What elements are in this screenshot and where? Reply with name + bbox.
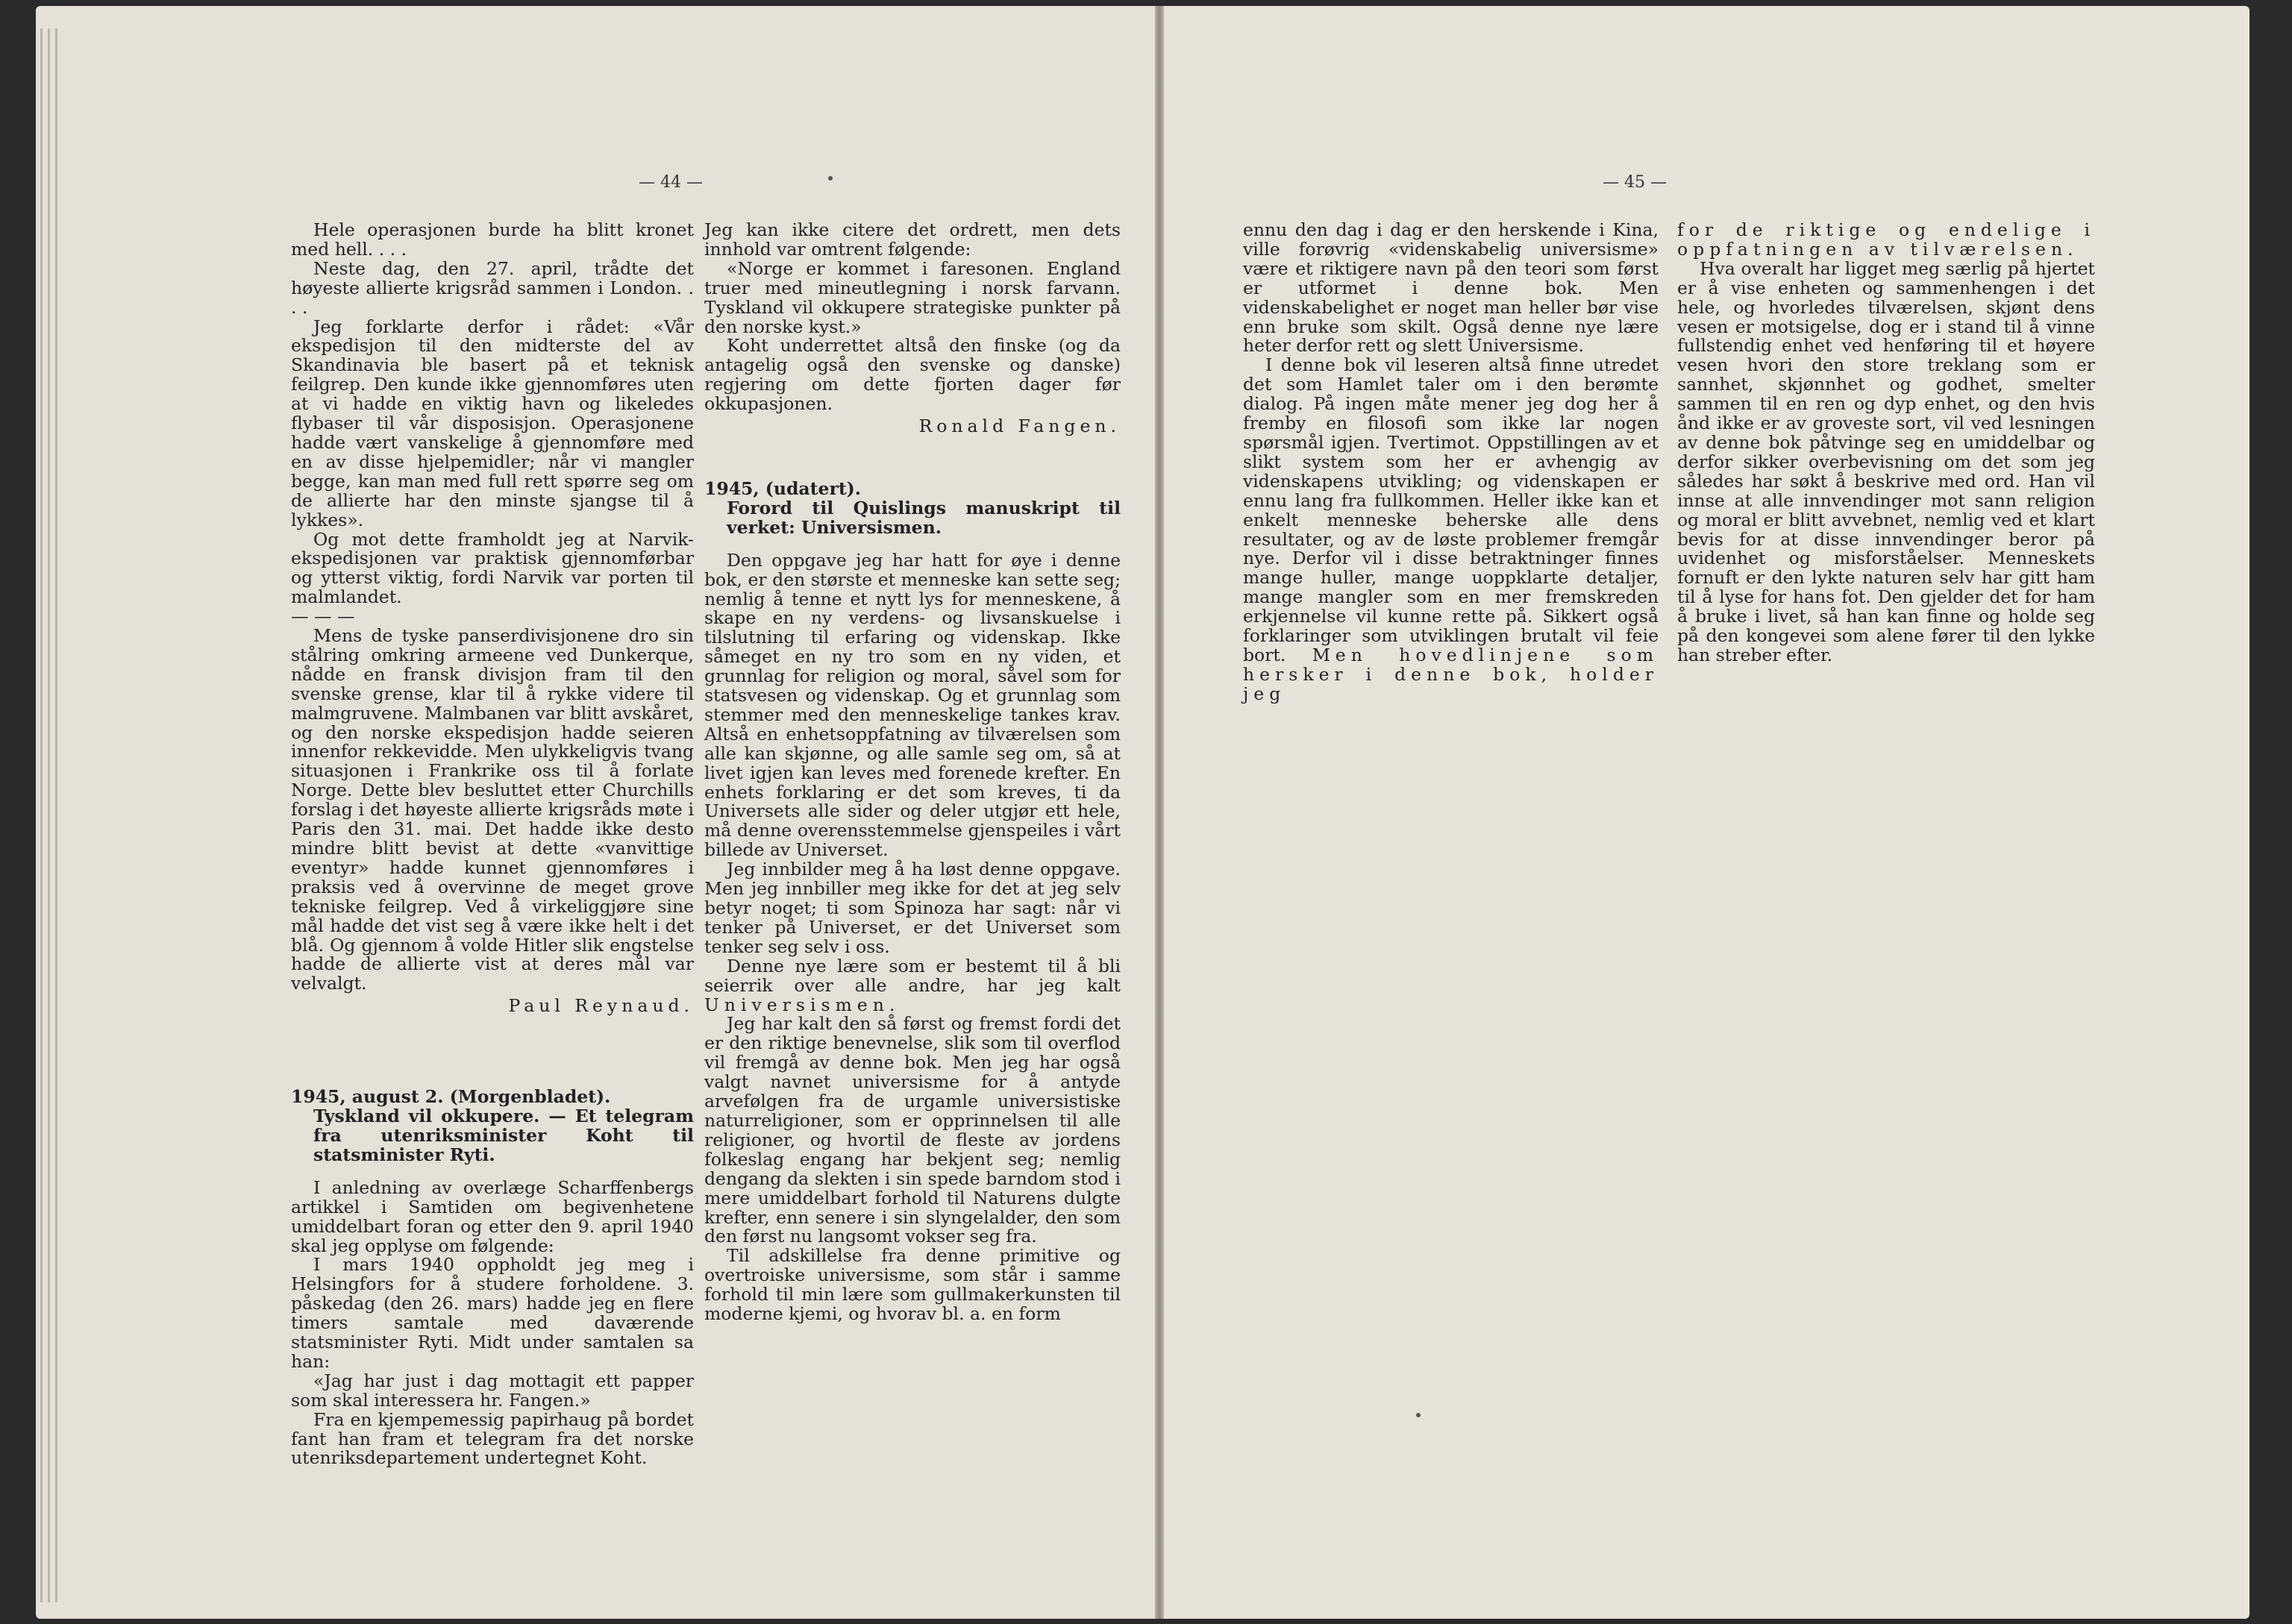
page-edge	[48, 28, 50, 1602]
left-page	[36, 6, 1155, 1619]
right-column-1	[1243, 221, 1659, 704]
paragraph: Jeg innbilder meg å ha løst denne oppgave. Men jeg innbiller meg ikke for det at jeg selv betyr noget; ti som Spinoza har sagt: når vi tenker på Universet, er det Universet som tenker seg selv i oss.	[704, 859, 1121, 957]
entry-title-heading: Forord til Quislings manuskript til verket: Universismen.	[727, 497, 1121, 538]
paragraph	[1243, 356, 1659, 703]
page-number: — 44 —	[639, 173, 703, 192]
page-edge	[40, 28, 43, 1602]
paragraph: I mars 1940 oppholdt jeg meg i Helsingfors for å studere forholdene. 3. påskedag (den 26. mars) hadde jeg en flere timers samtale med daværende statsminister Ryti. Midt under samtalen sa han:	[291, 1254, 694, 1372]
ink-speck	[1416, 1413, 1421, 1417]
entry-title-heading: Tyskland vil okkupere. — Et telegram fra utenriksminister Koht til statsminister Ryti.	[313, 1106, 694, 1165]
paragraph: Koht underrettet altså den finske (og da antagelig også den svenske og danske) regjering om dette fjorten dager før okkupasjonen.	[704, 335, 1121, 415]
right-column-2	[1677, 221, 2095, 665]
paragraph: Neste dag, den 27. april, trådte det høyeste allierte krigsråd sammen i London. . . .	[291, 257, 694, 318]
entry-date-heading: 1945, (udatert).	[704, 477, 861, 499]
page-edge	[55, 28, 57, 1602]
paragraph: Jeg har kalt den så først og fremst fordi det er den riktige benevnelse, slik som til overflod vil fremgå av denne bok. Men jeg har også valgt navnet universisme for å antyde arvefølgen fra de urgamle universistiske naturreligioner, som er opprinnelsen til alle religioner, og hvortil de fleste av jordens folkeslag engang har bekjent seg; nemlig dengang da slekten i sin spede barndom stod i mere umiddelbart forhold til Naturens dulgte krefter, enn senere i sin slyngelalder, den som den først nu langsomt vokser seg fra.	[704, 1013, 1121, 1247]
emphasized-text: Men hovedlinjene som hersker i denne bok, holder jeg	[1243, 644, 1659, 704]
left-column-1	[291, 221, 694, 1468]
paragraph: Hele operasjonen burde ha blitt kronet med hell. . . .	[291, 219, 694, 260]
paragraph: Jeg forklarte derfor i rådet: «Vår ekspedisjon til den midterste del av Skandinavia ble basert på et teknisk feilgrep. Den kunde ikke gjennomføres uten at vi hadde en viktig havn og likeledes flybaser til vår disposisjon. Operasjonene hadde vært vanskelige å gjennomføre med en av disse hjelpemidler; når vi mangler begge, kan man med full rett spørre seg om de allierte har den minste sjangse til å lykkes».	[291, 316, 694, 530]
paragraph: Den oppgave jeg har hatt for øye i denne bok, er den største et menneske kan sette seg; nemlig å tenne et nytt lys for menneskene, å skape en ny verdens- og livsanskuelse i tilslutning til erfaring og videnskap. Ikke såmeget en ny tro som en ny viden, et grunnlag for religion og moral, såvel som for statsvesen og videnskap. Og et grunnlag som stemmer med den menneskelige tankes krav. Altså en enhetsoppfatning av tilværelsen som alle kan skjønne, og alle samle seg om, så at livet igjen kan leves med forenede krefter. En enhets forklaring er det som kreves, ti da Universets alle sider og deler utgjør ett hele, må denne overensstemmelse gjenspeiles i vårt billede av Universet.	[704, 549, 1121, 861]
entry-date-heading: 1945, august 2. (Morgenbladet).	[291, 1086, 611, 1108]
ink-speck	[828, 176, 833, 181]
left-column-2	[704, 221, 1121, 1324]
page-number: — 45 —	[1603, 173, 1667, 192]
paragraph: Fra en kjempemessig papirhaug på bordet fant han fram et telegram fra det norske utenriksdepartement undertegnet Koht.	[291, 1408, 694, 1469]
paragraph: Mens de tyske panserdivisjonene dro sin stålring omkring armeene ved Dunkerque, nådde en fransk divisjon fram til den svenske grense, klar til å rykke videre til malmgruvene. Malmbanen var blitt avskåret, og den norske ekspedisjon hadde seieren innenfor rekkevidde. Men ulykkeligvis tvang situasjonen i Frankrike oss til å forlate Norge. Dette blev besluttet etter Churchills forslag i det høyeste allierte krigsråds møte i Paris den 31. mai. Det hadde ikke desto mindre blitt bevist at dette «vanvittige eventyr» hadde kunnet gjennomføres i praksis ved å overvinne de meget grove tekniske feilgrep. Ved å virkeliggjøre sine mål hadde det vist seg å være ikke helt i det blå. Og gjennom å volde Hitler slik engstelse hadde de allierte vist at deres mål var velvalgt.	[291, 625, 694, 994]
signature: Ronald Fangen.	[918, 416, 1121, 437]
right-page	[1164, 6, 2249, 1619]
paragraph: Til adskillelse fra denne primitive og overtroiske universisme, som står i samme forhold til min lære som gullmakerkunsten til moderne kjemi, og hvorav bl. a. en form	[704, 1245, 1121, 1325]
signature: Paul Reynaud.	[508, 995, 694, 1017]
paragraph	[704, 957, 1121, 1015]
paragraph: «Norge er kommet i faresonen. England truer med mineutlegning i norsk farvann. Tyskland vil okkupere strategiske punkter på den norske kyst.»	[704, 257, 1121, 337]
emphasized-term: Universismen.	[704, 994, 901, 1015]
section-separator: — — —	[291, 606, 355, 627]
paragraph: Og mot dette framholdt jeg at Narvik-ekspedisjonen var praktisk gjennomførbar og ytterst viktig, fordi Narvik var porten til malmlandet.	[291, 528, 694, 608]
emphasized-text: for de riktige og endelige i oppfatningen av tilværelsen.	[1677, 219, 2095, 260]
book-gutter	[1155, 6, 1164, 1619]
paragraph: Hva overalt har ligget meg særlig på hjertet er å vise enheten og sammenhengen i det hele, og hvorledes tilværelsen, skjønt dens vesen er motsigelse, dog er i stand til å vinne fullstendig enhet ved henføring til et høyere vesen hvori den store treklang som er sannhet, skjønnhet og godhet, smelter sammen til en ren og dyp enhet, og den hvis ånd ikke er av groveste sort, vil ved lesningen av denne bok påtvinge seg en umiddelbar og derfor sikker overbevisning om det som jeg således har søkt å beskrive med ord. Han vil innse at alle innvendinger mot sann religion og moral er blitt avvebnet, nemlig ved et klart bevis for at disse innvendinger beror på uvidenhet og misforståelser. Menneskets fornuft er den lykte naturen selv har gitt ham til å lyse for hans fot. Den gjelder det for ham å bruke i livet, så han kan finne og holde seg på den kongevei som alene fører til den lykke han streber efter.	[1677, 257, 2095, 665]
paragraph: I anledning av overlæge Scharffenbergs artikkel i Samtiden om begivenhetene umiddelbart foran og etter den 9. april 1940 skal jeg opplyse om følgende:	[291, 1176, 694, 1256]
paragraph-text: I denne bok vil leseren altså finne utredet det som Hamlet taler om i den berømte dialog. På ingen måte mener jeg dog her å fremby en filosofi som ikke lar nogen spørsmål igjen. Tvertimot. Oppstillingen av et slikt system som her er avhengig av videnskapens utvikling; og videnskapen er ennu lang fra fullkommen. Heller ikke kan et enkelt menneske beherske alle dens resultater, og av de løste problemer fremgår nye. Derfor vil i disse betraktninger finnes mange huller, mange uoppklarte detaljer, mange mangler som en mer fremskreden erkjennelse vil kunne rette på. Sikkert også forklaringer som utviklingen brutalt vil feie bort.	[1243, 354, 1659, 665]
paragraph: «Jag har just i dag mottagit ett papper som skal interessera hr. Fangen.»	[291, 1370, 694, 1411]
paragraph: Jeg kan ikke citere det ordrett, men dets innhold var omtrent følgende:	[704, 219, 1121, 260]
paragraph-text: Denne nye lære som er bestemt til å bli seierrik over alle andre, har jeg kalt	[704, 955, 1121, 996]
paragraph: ennu den dag i dag er den herskende i Kina, ville forøvrig «videnskabelig universisme» være et riktigere navn på den teori som først er utformet i denne bok. Men videnskabelighet er noget man heller bør vise enn bruke som skilt. Også denne nye lære heter derfor rett og slett Universisme.	[1243, 219, 1659, 357]
